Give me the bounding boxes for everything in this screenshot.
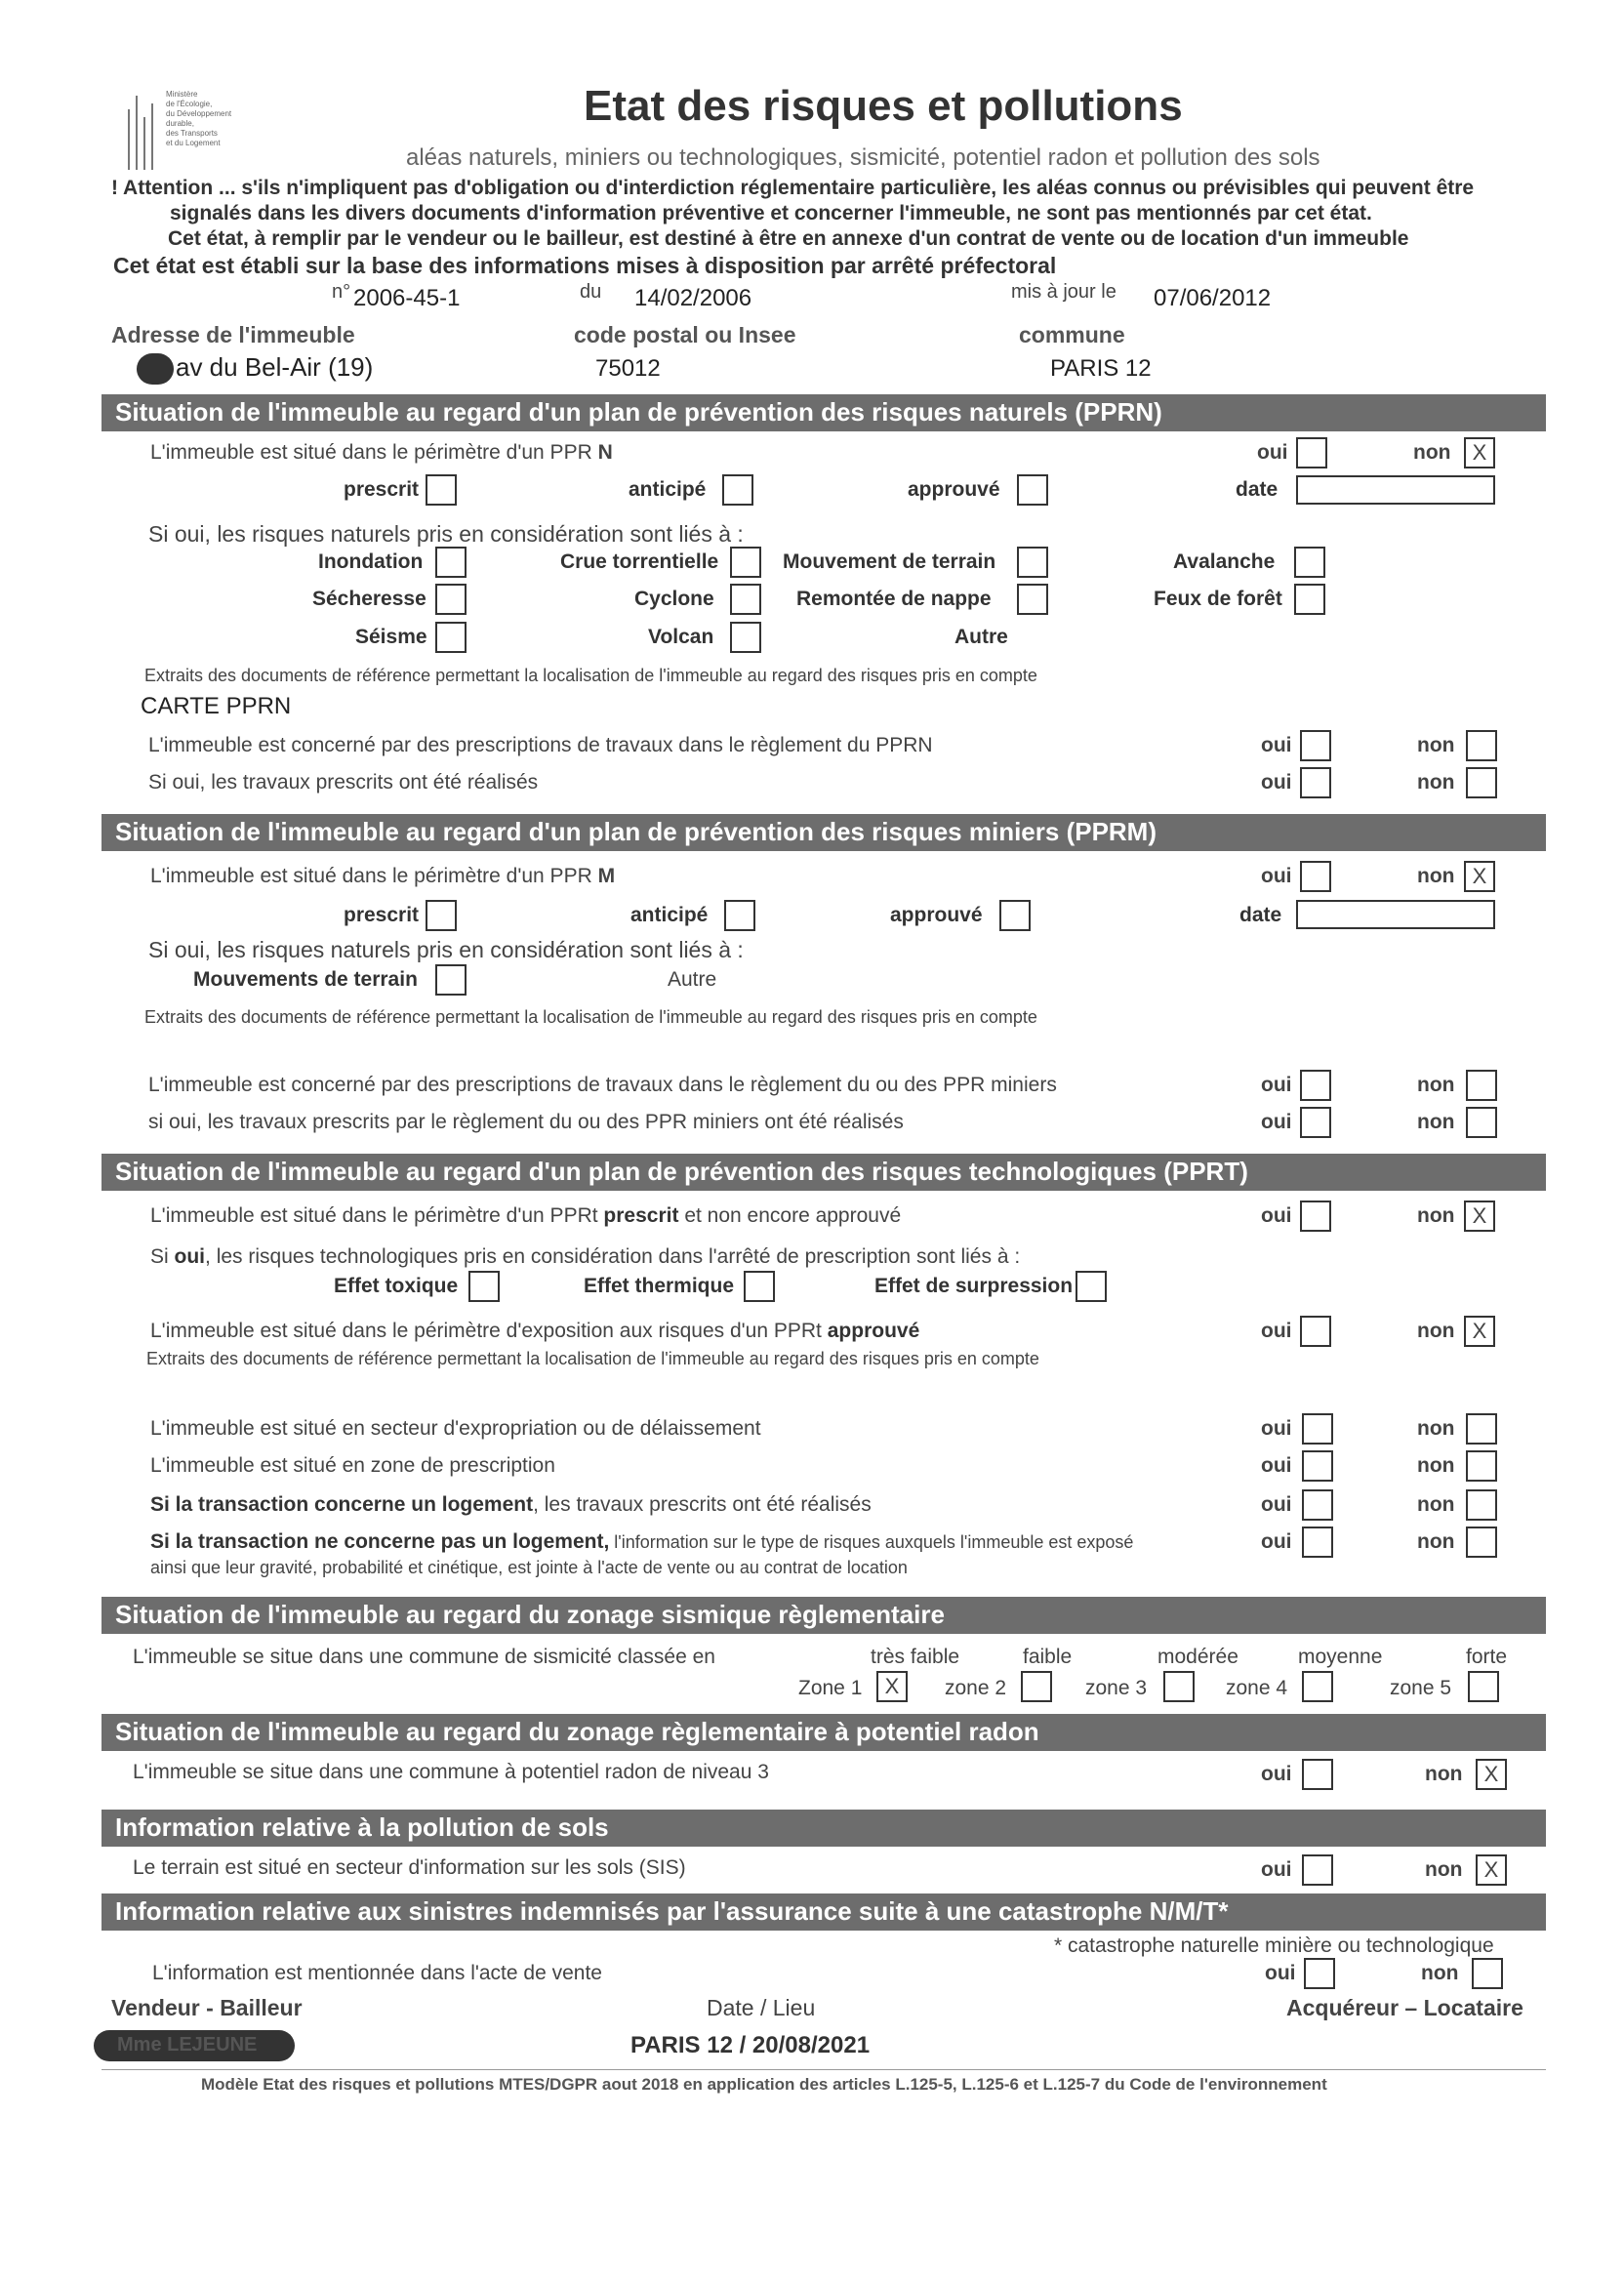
pprn-date-field[interactable]: [1296, 475, 1495, 505]
oui-label: oui: [1261, 734, 1292, 756]
risk-seisme-checkbox[interactable]: [435, 622, 467, 653]
non-label: non: [1425, 1763, 1463, 1785]
sols-non-checkbox[interactable]: X: [1476, 1854, 1507, 1886]
risk-avalanche-checkbox[interactable]: [1294, 547, 1325, 578]
zone-label: zone 4: [1226, 1677, 1288, 1699]
attention-line: ! Attention ... s'ils n'impliquent pas d'obligation ou d'interdiction réglementaire particulière, les aléas connus ou prévisibles qui peuvent être: [111, 177, 1475, 199]
redaction-mark: [137, 353, 174, 385]
non-label: non: [1417, 1493, 1455, 1516]
zone-label: zone 5: [1390, 1677, 1452, 1699]
prescrit-label: prescrit: [344, 478, 420, 501]
effet-label: Effet toxique: [334, 1275, 459, 1297]
pprm-travaux-text: L'immeuble est concerné par des prescriptions de travaux dans le règlement du ou des PPR miniers: [148, 1074, 1057, 1096]
oui-label: oui: [1261, 1493, 1292, 1516]
footer-text: Modèle Etat des risques et pollutions MTES/DGPR aout 2018 en application des articles L.125-5, L.125-6 et L.125-7 du Code de l'environnement: [201, 2075, 1327, 2094]
pprt-prescrit-text: L'immeuble est situé dans le périmètre d'un PPRt prescrit et non encore approuvé: [150, 1204, 902, 1227]
ministry-line: des Transports: [166, 129, 218, 138]
non-label: non: [1417, 734, 1455, 756]
oui-label: oui: [1261, 1858, 1292, 1881]
risk-label: Volcan: [648, 626, 714, 648]
ministry-line: et du Logement: [166, 139, 221, 147]
oui-label: oui: [1261, 1454, 1292, 1477]
pprn-anticipe-checkbox[interactable]: [722, 474, 753, 506]
risk-feux-checkbox[interactable]: [1294, 584, 1325, 615]
pprn-realises-oui-checkbox[interactable]: [1300, 767, 1331, 798]
ministry-line: de l'Écologie,: [166, 100, 213, 108]
pprm-realises-non-checkbox[interactable]: [1466, 1107, 1497, 1138]
zone-4-checkbox[interactable]: [1302, 1671, 1333, 1702]
oui-label: oui: [1265, 1962, 1296, 1984]
address-label: Adresse de l'immeuble: [111, 322, 355, 347]
page-subtitle: aléas naturels, miniers ou technologiques, sismicité, potentiel radon et pollution des sols: [406, 144, 1320, 171]
commune-label: commune: [1019, 322, 1125, 347]
section-header-sismique: [102, 1597, 1546, 1634]
oui-label: oui: [1261, 1320, 1292, 1342]
update-date: 07/06/2012: [1154, 285, 1272, 311]
section-title: Situation de l'immeuble au regard d'un plan de prévention des risques miniers (PPRM): [115, 817, 1157, 846]
non-label: non: [1417, 1454, 1455, 1477]
oui-label: oui: [1261, 1763, 1292, 1785]
postal-value: 75012: [595, 355, 661, 382]
section-header-pprt: [102, 1154, 1546, 1191]
pprt-approuve-oui-checkbox[interactable]: [1300, 1316, 1331, 1347]
zone-label: zone 3: [1085, 1677, 1148, 1699]
pprt-prescrit-oui-checkbox[interactable]: [1300, 1201, 1331, 1232]
zone-label: Zone 1: [798, 1677, 863, 1699]
pprt-prescrit-non-checkbox[interactable]: X: [1464, 1201, 1495, 1232]
effet-toxique-checkbox[interactable]: [468, 1271, 500, 1302]
prescrit-label: prescrit: [344, 904, 420, 926]
section-header-pprn: [102, 394, 1546, 431]
pprt-logement-oui-checkbox[interactable]: [1302, 1489, 1333, 1521]
pprm-extraits: Extraits des documents de référence permettant la localisation de l'immeuble au regard des risques pris en compte: [144, 1007, 1037, 1027]
non-label: non: [1417, 1111, 1455, 1133]
pprt-extraits: Extraits des documents de référence permettant la localisation de l'immeuble au regard des risques pris en compte: [146, 1349, 1039, 1368]
non-label: non: [1417, 1074, 1455, 1096]
pprm-approuve-checkbox[interactable]: [999, 900, 1031, 931]
risk-label: Inondation: [318, 550, 424, 573]
level-label: très faible: [871, 1646, 960, 1668]
risk-cyclone-checkbox[interactable]: [730, 584, 761, 615]
attention-line: Cet état, à remplir par le vendeur ou le bailleur, est destiné à être en annexe d'un contrat de vente ou de location d'un immeuble: [168, 227, 1409, 250]
pprm-prescrit-checkbox[interactable]: [426, 900, 457, 931]
oui-label: oui: [1261, 1204, 1292, 1227]
non-label: non: [1417, 1204, 1455, 1227]
section-title: Situation de l'immeuble au regard du zonage sismique règlementaire: [115, 1600, 945, 1629]
zone-label: zone 2: [945, 1677, 1007, 1699]
pprt-risks-intro: Si oui, les risques technologiques pris en considération dans l'arrêté de prescription sont liés à :: [150, 1245, 1021, 1268]
level-label: moyenne: [1298, 1646, 1383, 1668]
radon-oui-checkbox[interactable]: [1302, 1759, 1333, 1790]
pprm-travaux-non-checkbox[interactable]: [1466, 1070, 1497, 1101]
pprn-travaux-non-checkbox[interactable]: [1466, 730, 1497, 761]
place-date-value: PARIS 12 / 20/08/2021: [630, 2032, 871, 2058]
oui-label: oui: [1261, 771, 1292, 794]
arrete-date: 14/02/2006: [634, 285, 752, 311]
effet-label: Effet thermique: [584, 1275, 735, 1297]
section-title: Information relative aux sinistres indemnisés par l'assurance suite à une catastrophe N/M/T*: [115, 1896, 1229, 1926]
radon-text: L'immeuble se situe dans une commune à potentiel radon de niveau 3: [133, 1761, 769, 1783]
vendeur-name: Mme LEJEUNE: [117, 2034, 258, 2056]
risk-label: Feux de forêt: [1154, 588, 1282, 610]
commune-value: PARIS 12: [1050, 355, 1152, 382]
section-title: Information relative à la pollution de sols: [115, 1812, 609, 1842]
non-label: non: [1417, 1417, 1455, 1440]
pprt-logement-non-checkbox[interactable]: [1466, 1489, 1497, 1521]
pprn-realises-non-checkbox[interactable]: [1466, 767, 1497, 798]
pprt-expropriation-non-checkbox[interactable]: [1466, 1413, 1497, 1445]
effet-thermique-checkbox[interactable]: [744, 1271, 775, 1302]
pprn-extraits: Extraits des documents de référence permettant la localisation de l'immeuble au regard des risques pris en compte: [144, 666, 1037, 685]
pprn-perimeter-non-checkbox[interactable]: X: [1464, 437, 1495, 468]
pprt-zone-oui-checkbox[interactable]: [1302, 1450, 1333, 1482]
section-header-pprm: [102, 814, 1546, 851]
risk-inondation-checkbox[interactable]: [435, 547, 467, 578]
pprt-non-logement-oui-checkbox[interactable]: [1302, 1527, 1333, 1558]
sinistres-non-checkbox[interactable]: [1472, 1958, 1503, 1989]
section-title: Situation de l'immeuble au regard d'un plan de prévention des risques naturels (PPRN): [115, 397, 1162, 427]
pprn-travaux-oui-checkbox[interactable]: [1300, 730, 1331, 761]
sismique-text: L'immeuble se situe dans une commune de sismicité classée en: [133, 1646, 715, 1668]
zone-2-checkbox[interactable]: [1021, 1671, 1052, 1702]
section-title: Situation de l'immeuble au regard d'un plan de prévention des risques technologiques (PPRT): [115, 1157, 1248, 1186]
pprm-risks-intro: Si oui, les risques naturels pris en considération sont liés à :: [148, 937, 744, 962]
vendeur-label: Vendeur - Bailleur: [111, 1995, 303, 2020]
zone-1-checkbox[interactable]: X: [876, 1671, 908, 1702]
pprt-non-logement-detail: ainsi que leur gravité, probabilité et cinétique, est jointe à l'acte de vente ou au contrat de location: [150, 1558, 908, 1577]
section-header-sols: [102, 1810, 1546, 1847]
pprn-perimeter-oui-checkbox[interactable]: [1296, 437, 1327, 468]
pprt-zone-text: L'immeuble est situé en zone de prescription: [150, 1454, 555, 1477]
footer-divider: [102, 2069, 1546, 2070]
zone-3-checkbox[interactable]: [1163, 1671, 1195, 1702]
pprm-anticipe-checkbox[interactable]: [724, 900, 755, 931]
risk-secheresse-checkbox[interactable]: [435, 584, 467, 615]
pprn-perimeter-text: L'immeuble est situé dans le périmètre d'un PPR N: [150, 441, 613, 464]
pprn-prescrit-checkbox[interactable]: [426, 474, 457, 506]
ministry-logo: [123, 90, 250, 170]
non-label: non: [1417, 865, 1455, 887]
pprn-risks-intro: Si oui, les risques naturels pris en considération sont liés à :: [148, 521, 744, 547]
sols-text: Le terrain est situé en secteur d'information sur les sols (SIS): [133, 1856, 686, 1879]
update-label: mis à jour le: [1011, 281, 1116, 303]
anticipe-label: anticipé: [630, 904, 709, 926]
pprt-non-logement-non-checkbox[interactable]: [1466, 1527, 1497, 1558]
prefectoral-basis: Cet état est établi sur la base des informations mises à disposition par arrêté préfectoral: [113, 253, 1057, 278]
pprt-non-logement-text: Si la transaction ne concerne pas un logement, l'information sur le type de risques auxquels l'immeuble est exposé: [150, 1530, 1134, 1553]
pprm-perimeter-oui-checkbox[interactable]: [1300, 861, 1331, 892]
pprm-realises-text: si oui, les travaux prescrits par le règlement du ou des PPR miniers ont été réalisés: [148, 1111, 904, 1133]
non-label: non: [1425, 1858, 1463, 1881]
pprn-carte: CARTE PPRN: [141, 693, 292, 719]
date-lieu-label: Date / Lieu: [707, 1995, 816, 2020]
risk-crue-checkbox[interactable]: [730, 547, 761, 578]
section-header-sinistres: [102, 1893, 1546, 1931]
risk-nappe-checkbox[interactable]: [1017, 584, 1048, 615]
sols-oui-checkbox[interactable]: [1302, 1854, 1333, 1886]
date-label: date: [1239, 904, 1282, 926]
non-label: non: [1417, 1530, 1455, 1553]
pprt-logement-text: Si la transaction concerne un logement, les travaux prescrits ont été réalisés: [150, 1493, 872, 1516]
pprt-approuve-non-checkbox[interactable]: X: [1464, 1316, 1495, 1347]
du-label: du: [580, 281, 602, 303]
pprn-approuve-checkbox[interactable]: [1017, 474, 1048, 506]
risk-label: Séisme: [355, 626, 427, 648]
level-label: forte: [1466, 1646, 1508, 1668]
pprm-perimeter-text: L'immeuble est situé dans le périmètre d'un PPR M: [150, 865, 616, 887]
number-label: n°: [332, 281, 351, 303]
approuve-label: approuvé: [908, 478, 1000, 501]
section-header-radon: [102, 1714, 1546, 1751]
pprt-approuve-text: L'immeuble est situé dans le périmètre d'exposition aux risques d'un PPRt approuvé: [150, 1320, 920, 1342]
risk-label: Crue torrentielle: [560, 550, 719, 573]
ministry-line: durable,: [166, 119, 194, 128]
anticipe-label: anticipé: [629, 478, 707, 501]
oui-label: oui: [1261, 1074, 1292, 1096]
pprm-date-field[interactable]: [1296, 900, 1495, 929]
oui-label: oui: [1261, 1530, 1292, 1553]
pprm-travaux-oui-checkbox[interactable]: [1300, 1070, 1331, 1101]
sinistres-oui-checkbox[interactable]: [1304, 1958, 1335, 1989]
risk-label: Mouvements de terrain: [193, 968, 418, 991]
approuve-label: approuvé: [890, 904, 983, 926]
non-label: non: [1413, 441, 1451, 464]
sinistres-note: * catastrophe naturelle minière ou technologique: [1054, 1934, 1494, 1957]
ministry-line: Ministère: [166, 90, 198, 99]
zone-5-checkbox[interactable]: [1468, 1671, 1499, 1702]
risk-label: Sécheresse: [312, 588, 426, 610]
ministry-line: du Développement: [166, 109, 232, 118]
risk-label: Avalanche: [1173, 550, 1276, 573]
pprm-perimeter-non-checkbox[interactable]: X: [1464, 861, 1495, 892]
risk-label: Autre: [668, 968, 717, 991]
pprt-expropriation-text: L'immeuble est situé en secteur d'expropriation ou de délaissement: [150, 1417, 761, 1440]
non-label: non: [1421, 1962, 1459, 1984]
postal-label: code postal ou Insee: [574, 322, 796, 347]
effet-surpression-checkbox[interactable]: [1076, 1271, 1107, 1302]
oui-label: oui: [1261, 1111, 1292, 1133]
page-title: Etat des risques et pollutions: [584, 82, 1183, 130]
oui-label: oui: [1257, 441, 1288, 464]
attention-line: signalés dans les divers documents d'information préventive et concerner l'immeuble, ne sont pas mentionnés par cet état.: [170, 202, 1372, 224]
non-label: non: [1417, 771, 1455, 794]
risk-label: Autre: [954, 626, 1008, 648]
section-title: Situation de l'immeuble au regard du zonage règlementaire à potentiel radon: [115, 1717, 1039, 1746]
sinistres-text: L'information est mentionnée dans l'acte de vente: [152, 1962, 602, 1984]
oui-label: oui: [1261, 865, 1292, 887]
pprm-realises-oui-checkbox[interactable]: [1300, 1107, 1331, 1138]
date-label: date: [1236, 478, 1279, 501]
risk-mouvement-checkbox[interactable]: [1017, 547, 1048, 578]
risk-volcan-checkbox[interactable]: [730, 622, 761, 653]
level-label: modérée: [1157, 1646, 1238, 1668]
risk-label: Cyclone: [634, 588, 714, 610]
address-value: av du Bel-Air (19): [176, 352, 374, 382]
acquereur-label: Acquéreur – Locataire: [1286, 1995, 1523, 2020]
pprt-expropriation-oui-checkbox[interactable]: [1302, 1413, 1333, 1445]
pprm-mouvements-checkbox[interactable]: [435, 964, 467, 996]
radon-non-checkbox[interactable]: X: [1476, 1759, 1507, 1790]
non-label: non: [1417, 1320, 1455, 1342]
risk-label: Mouvement de terrain: [783, 550, 996, 573]
pprt-zone-non-checkbox[interactable]: [1466, 1450, 1497, 1482]
level-label: faible: [1023, 1646, 1073, 1668]
effet-label: Effet de surpression: [874, 1275, 1074, 1297]
risk-label: Remontée de nappe: [796, 588, 992, 610]
pprn-realises-text: Si oui, les travaux prescrits ont été réalisés: [148, 771, 539, 794]
arrete-number: 2006-45-1: [353, 285, 461, 311]
oui-label: oui: [1261, 1417, 1292, 1440]
pprn-travaux-text: L'immeuble est concerné par des prescriptions de travaux dans le règlement du PPRN: [148, 734, 933, 756]
